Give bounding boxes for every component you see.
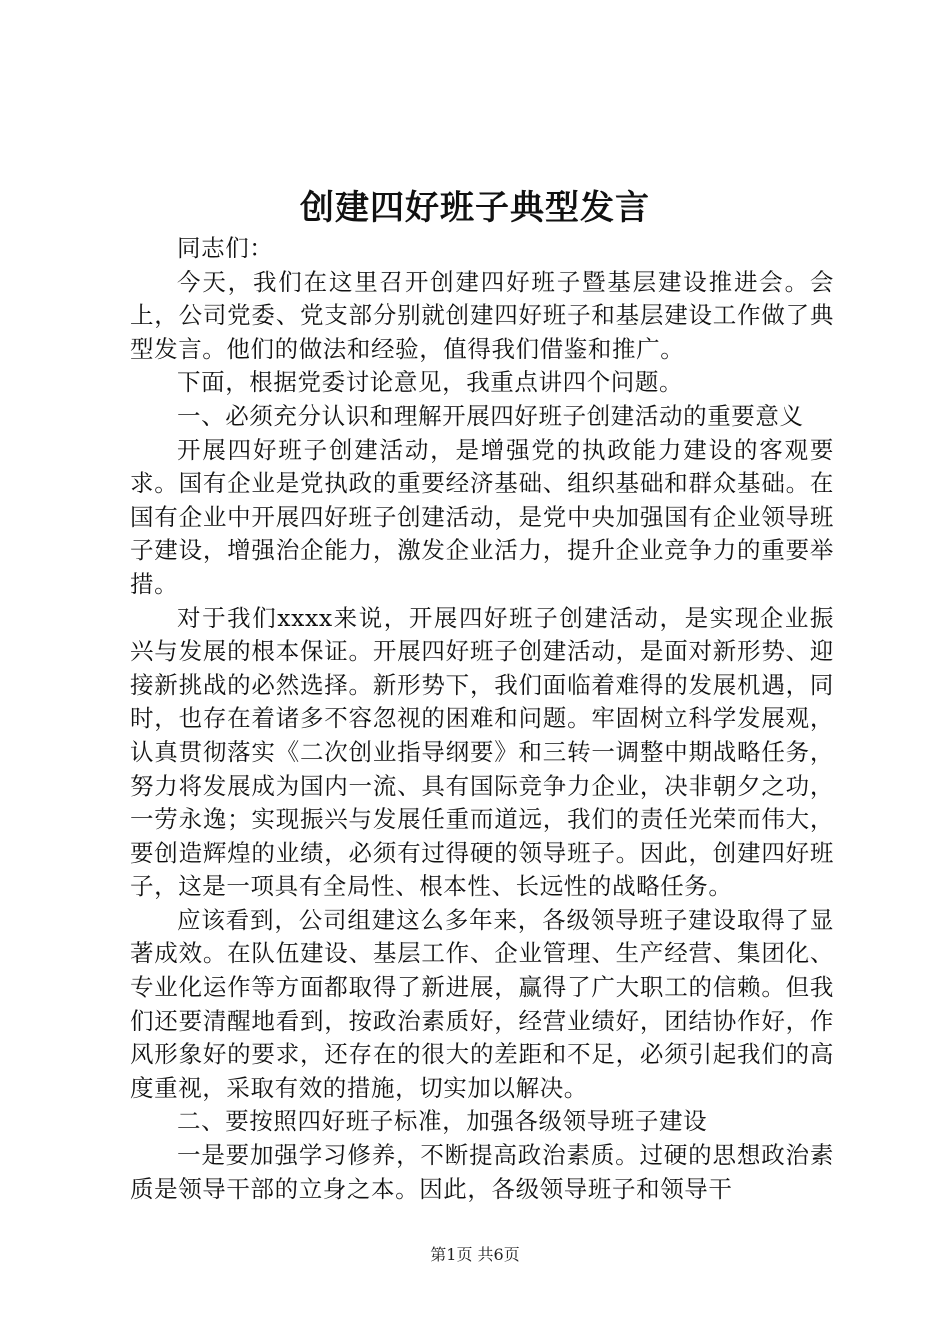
body-paragraph: 对于我们xxxx来说，开展四好班子创建活动，是实现企业振兴与发展的根本保证。开展四好班子创建活动，是面对新形势、迎接新挑战的必然选择。新形势下，我们面临着难得的发展机遇，同时，也存在着诸多不容忽视的困难和问题。牢固树立科学发展观，认真贯彻落实《二次创业指导纲要》和三转一调整中期战略任务，努力将发展成为国内一流、具有国际竞争力企业，决非朝夕之功，一劳永逸；实现振兴与发展任重而道远，我们的责任光荣而伟大，要创造辉煌的业绩，必须有过得硬的领导班子。因此，创建四好班子，这是一项具有全局性、根本性、长远性的战略任务。 — [130, 603, 834, 901]
body-paragraph: 应该看到，公司组建这么多年来，各级领导班子建设取得了显著成效。在队伍建设、基层工作、企业管理、生产经营、集团化、专业化运作等方面都取得了新进展，赢得了广大职工的信赖。但我们还要清醒地看到，按政治素质好，经营业绩好，团结协作好，作风形象好的要求，还存在的很大的差距和不足，必须引起我们的高度重视，采取有效的措施，切实加以解决。 — [130, 905, 834, 1102]
body-paragraph: 下面，根据党委讨论意见，我重点讲四个问题。 — [177, 368, 684, 397]
body-paragraph: 一是要加强学习修养，不断提高政治素质。过硬的思想政治素质是领导干部的立身之本。因此，各级领导班子和领导干 — [130, 1141, 834, 1203]
page-footer: 第1页 共6页 — [430, 1245, 520, 1264]
section-heading-1: 一、必须充分认识和理解开展四好班子创建活动的重要意义 — [177, 401, 804, 430]
body-paragraph: 今天，我们在这里召开创建四好班子暨基层建设推进会。会上，公司党委、党支部分别就创建四好班子和基层建设工作做了典型发言。他们的做法和经验，值得我们借鉴和推广。 — [130, 267, 834, 363]
section-heading-2: 二、要按照四好班子标准，加强各级领导班子建设 — [177, 1107, 708, 1136]
body-paragraph: 开展四好班子创建活动，是增强党的执政能力建设的客观要求。国有企业是党执政的重要经济基础、组织基础和群众基础。在国有企业中开展四好班子创建活动，是党中央加强国有企业领导班子建设，增强治企能力，激发企业活力，提升企业竞争力的重要举措。 — [130, 435, 834, 598]
document-body — [130, 232, 834, 1206]
document-title: 创建四好班子典型发言 — [300, 188, 650, 228]
salutation-paragraph: 同志们： — [177, 234, 274, 262]
